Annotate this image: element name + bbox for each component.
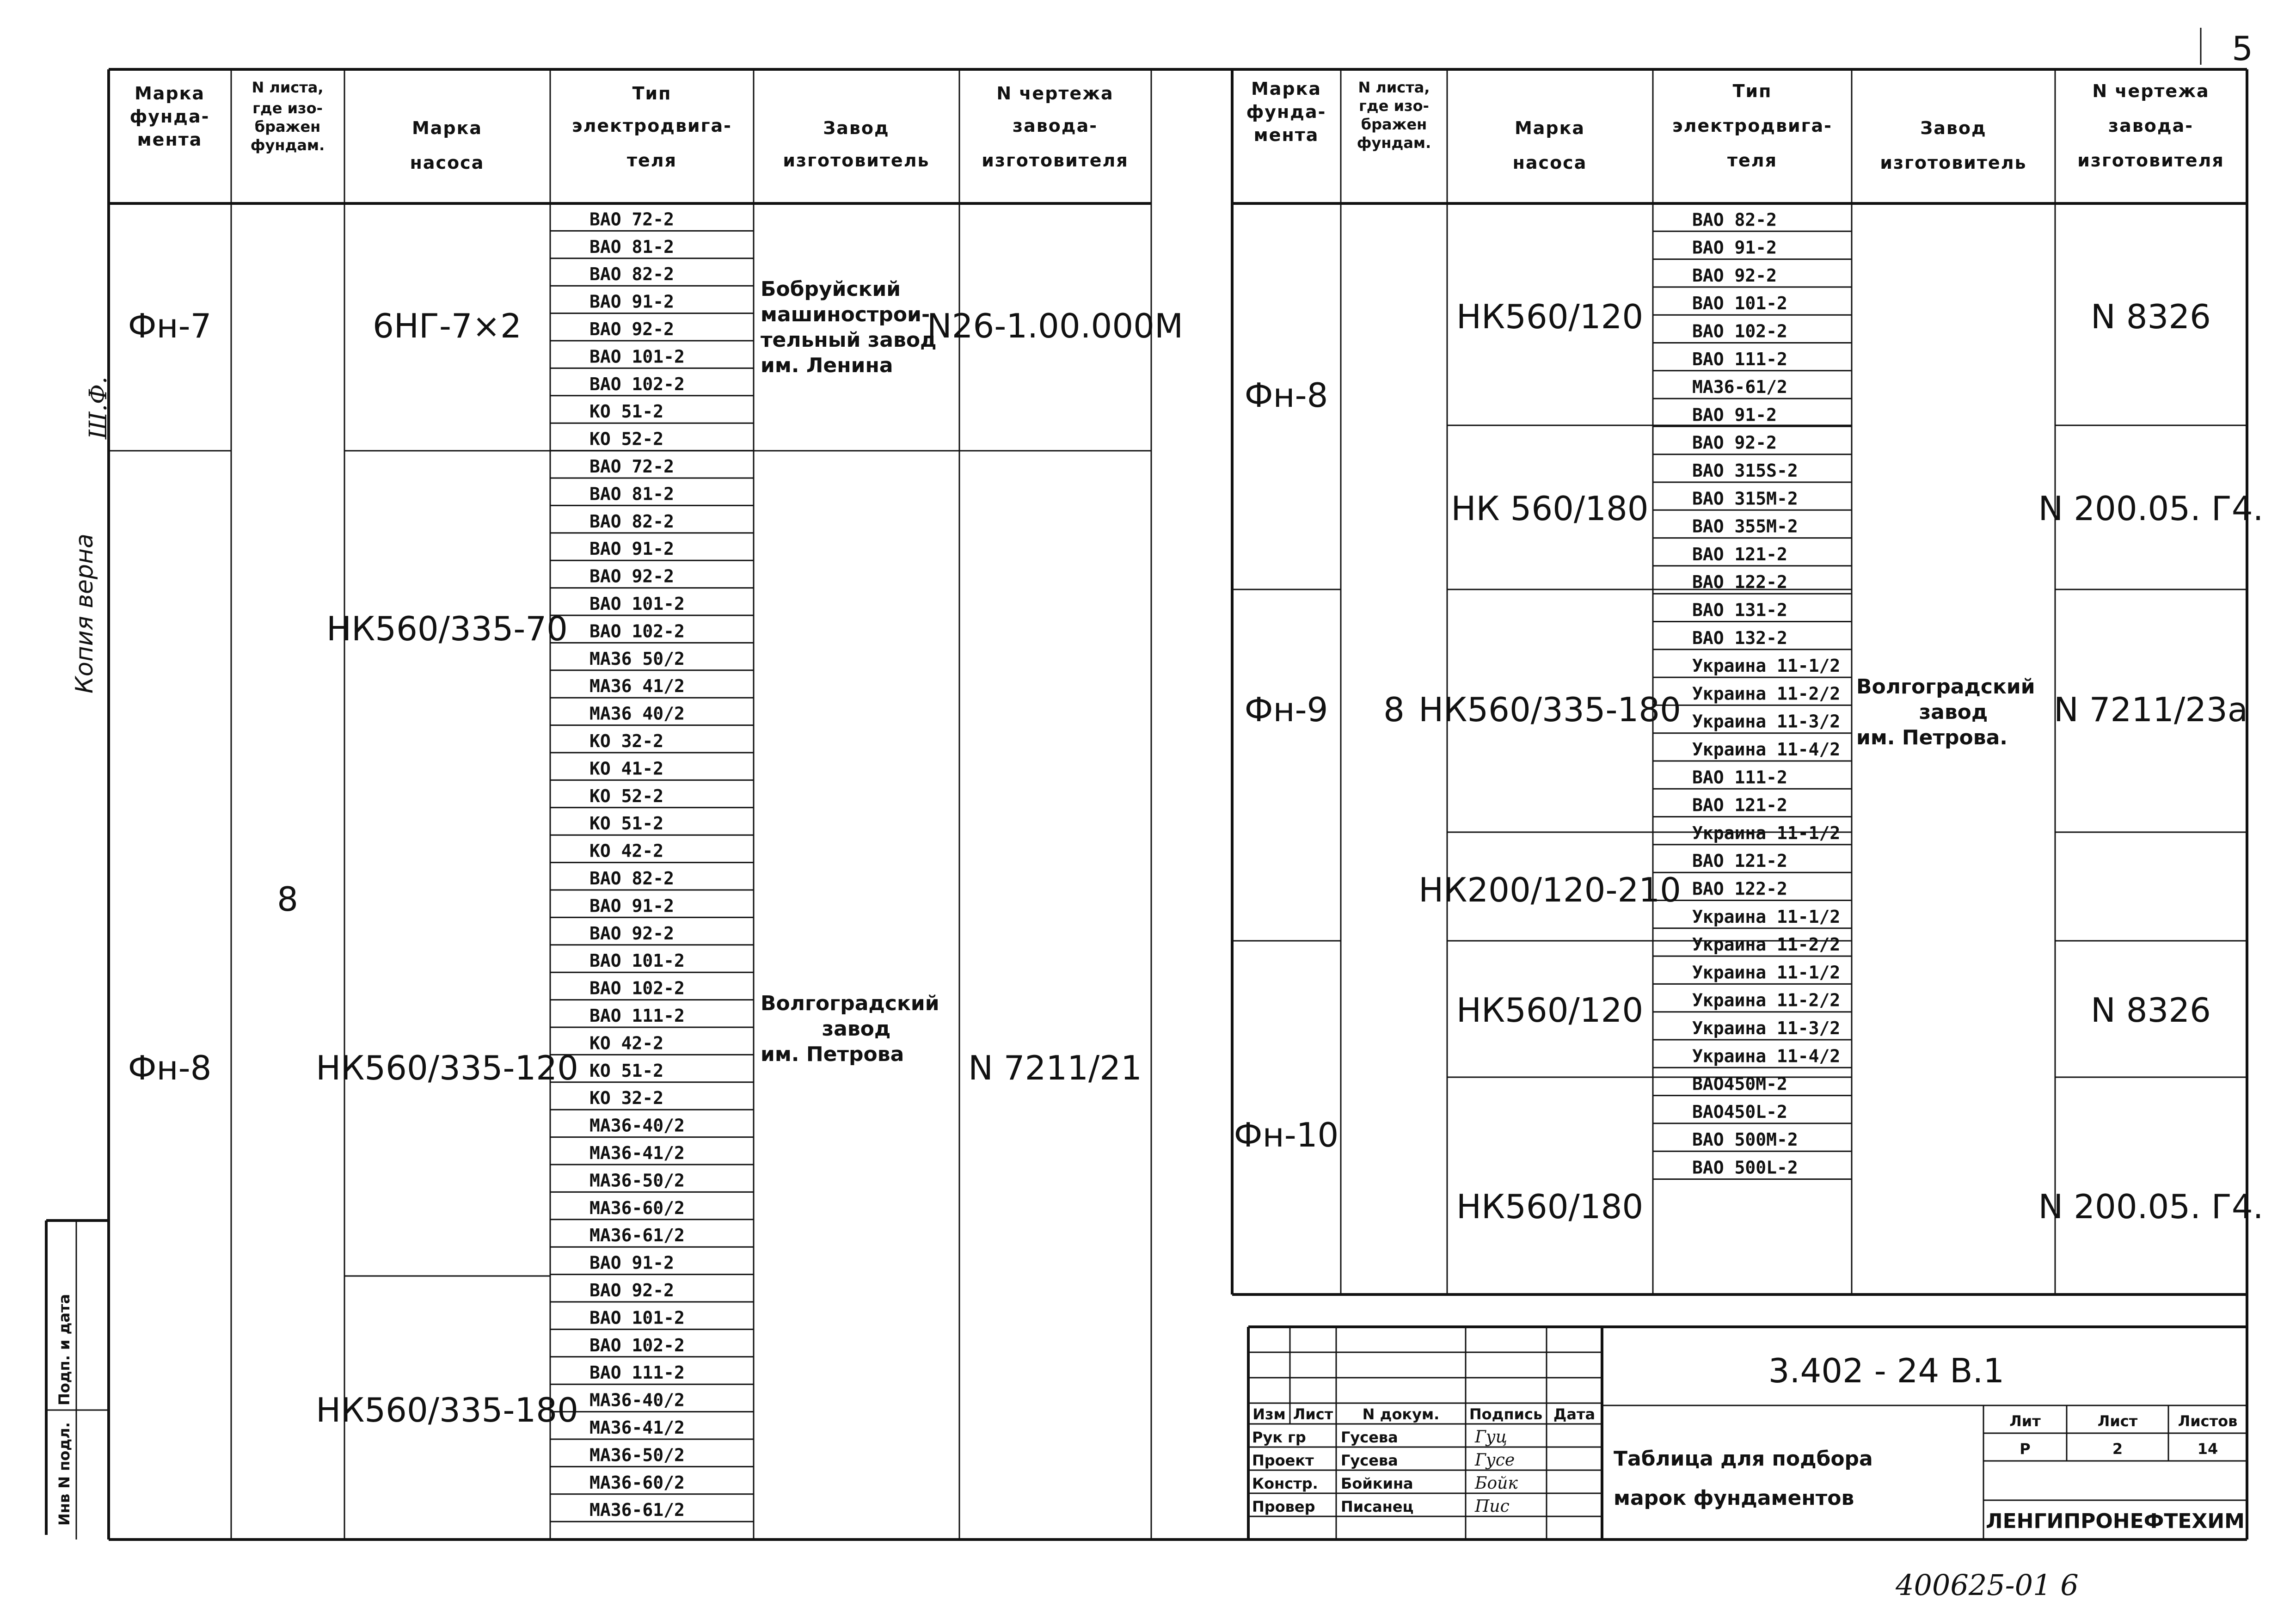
- r-hdr-pump-2: насоса: [1512, 153, 1587, 173]
- tb-name-3: Бойкина: [1341, 1475, 1413, 1492]
- r-hdr-mark-1: Марка: [1251, 79, 1322, 99]
- pump-nk560-335-180: НК560/335-180: [316, 1391, 578, 1429]
- foundation-fn8: Фн-8: [128, 1049, 212, 1087]
- right-motor-31: Украина 11-4/2: [1692, 1046, 1841, 1067]
- drawing-n7211-21: N 7211/21: [968, 1049, 1142, 1087]
- tb-signature-4: Пис: [1475, 1497, 1510, 1516]
- left-motor-17: МА36 50/2: [589, 648, 685, 669]
- r-drawing-2: N 200.05. Г4.: [2038, 489, 2264, 528]
- left-motor-47: МА36-60/2: [589, 1472, 685, 1493]
- plant2-l1: Волгоградский: [761, 992, 939, 1015]
- left-motor-46: МА36-50/2: [589, 1445, 685, 1466]
- left-motor-12: ВАО 82-2: [589, 511, 675, 532]
- right-motor-34: ВАО 500М-2: [1692, 1129, 1798, 1150]
- side-signature: Ш.Ф.: [85, 376, 112, 439]
- left-motor-15: ВАО 101-2: [589, 594, 685, 614]
- r-hdr-sheet-2: где изо-: [1359, 97, 1429, 115]
- tb-sheets: 14: [2197, 1440, 2218, 1458]
- right-motor-21: ВАО 111-2: [1692, 767, 1787, 788]
- r-hdr-motor-1: Тип: [1732, 81, 1772, 101]
- hdr-plant-2: изготовитель: [783, 150, 930, 171]
- tb-stage: Р: [2020, 1440, 2031, 1458]
- left-table: [109, 69, 2247, 1540]
- left-motor-2: ВАО 81-2: [589, 236, 675, 257]
- r-hdr-motor-2: электродвига-: [1672, 116, 1832, 136]
- tb-role-2: Проект: [1252, 1452, 1314, 1469]
- left-motor-45: МА36-41/2: [589, 1417, 685, 1438]
- hdr-motor-3: теля: [626, 150, 677, 171]
- r-plant-l1: Волгоградский: [1856, 675, 2035, 699]
- left-motor-33: КО 32-2: [589, 1088, 664, 1109]
- left-motor-3: ВАО 82-2: [589, 264, 675, 285]
- hdr-pump-1: Марка: [411, 118, 483, 138]
- plant2-l3: им. Петрова: [761, 1043, 904, 1066]
- tb-signature-3: Бойк: [1475, 1474, 1518, 1493]
- left-motor-36: МА36-50/2: [589, 1170, 685, 1191]
- left-motor-34: МА36-40/2: [589, 1115, 685, 1136]
- hdr-sheet-3: бражен: [254, 118, 321, 135]
- hdr-mark-3: мента: [137, 129, 203, 150]
- right-motor-18: Украина 11-2/2: [1692, 683, 1841, 704]
- right-motor-4: ВАО 101-2: [1692, 293, 1787, 314]
- r-hdr-sheet-1: N листа,: [1358, 79, 1430, 96]
- right-table: [1232, 69, 2264, 1540]
- right-motor-22: ВАО 121-2: [1692, 795, 1787, 816]
- right-motor-10: ВАО 315S-2: [1692, 460, 1798, 481]
- r-hdr-sheet-3: бражен: [1361, 116, 1427, 133]
- r-hdr-drawing-3: изготовителя: [2077, 150, 2224, 171]
- document-code: 3.402 - 24 В.1: [1768, 1351, 2005, 1390]
- left-motor-31: КО 42-2: [589, 1033, 664, 1054]
- inventory-label: Инв N подл.: [55, 1422, 73, 1526]
- left-motor-16: ВАО 102-2: [589, 621, 685, 642]
- left-motor-4: ВАО 91-2: [589, 291, 675, 312]
- r-hdr-plant-1: Завод: [1920, 118, 1987, 138]
- pump-6ng: 6НГ-7×2: [373, 307, 522, 345]
- left-motor-40: ВАО 92-2: [589, 1280, 675, 1300]
- doc-title-line1: Таблица для подбора: [1614, 1447, 1873, 1471]
- tb-signature-1: Гуц: [1475, 1428, 1507, 1447]
- left-motor-32: КО 51-2: [589, 1060, 664, 1081]
- tb-name-4: Писанец: [1341, 1498, 1414, 1515]
- hdr-drawing-2: завода-: [1013, 116, 1098, 136]
- page-number: 5: [2232, 29, 2253, 68]
- drawing-n26: N26-1.00.000М: [927, 307, 1184, 345]
- hdr-pump-2: насоса: [410, 153, 485, 173]
- right-motor-2: ВАО 91-2: [1692, 237, 1777, 258]
- r-hdr-mark-2: фунда-: [1246, 102, 1326, 122]
- right-motor-5: ВАО 102-2: [1692, 321, 1787, 342]
- right-motor-7: МА36-61/2: [1692, 377, 1787, 398]
- left-motor-29: ВАО 102-2: [589, 978, 685, 999]
- left-motor-37: МА36-60/2: [589, 1197, 685, 1218]
- left-motor-11: ВАО 81-2: [589, 484, 675, 504]
- r-hdr-motor-3: теля: [1727, 150, 1778, 171]
- tb-sheets-label: Листов: [2178, 1412, 2238, 1430]
- side-note: Копия верна: [71, 534, 98, 693]
- r-pump-2: НК 560/180: [1451, 489, 1649, 528]
- footer-code: 400625-01 6: [1896, 1568, 2079, 1602]
- hdr-drawing-3: изготовителя: [982, 150, 1129, 171]
- hdr-sheet-1: N листа,: [252, 79, 324, 96]
- organization: ЛЕНГИПРОНЕФТЕХИМ: [1986, 1509, 2245, 1533]
- left-motor-6: ВАО 101-2: [589, 346, 685, 367]
- tb-role-3: Констр.: [1252, 1475, 1318, 1492]
- tb-sheet-label: Лист: [2097, 1412, 2138, 1430]
- hdr-plant-1: Завод: [823, 118, 890, 138]
- right-motor-35: ВАО 500L-2: [1692, 1157, 1798, 1178]
- right-motor-26: Украина 11-1/2: [1692, 906, 1841, 927]
- r-drawing-6: N 200.05. Г4.: [2038, 1187, 2264, 1226]
- right-sheet-number: 8: [1383, 690, 1405, 729]
- r-foundation-fn10: Фн-10: [1234, 1116, 1339, 1154]
- right-motor-1: ВАО 82-2: [1692, 209, 1777, 230]
- plant1-l2: машинострои-: [761, 303, 930, 326]
- right-motor-16: ВАО 132-2: [1692, 627, 1787, 648]
- right-motor-24: ВАО 121-2: [1692, 851, 1787, 871]
- tb-hdr-date: Дата: [1553, 1405, 1596, 1423]
- right-motor-8: ВАО 91-2: [1692, 405, 1777, 425]
- left-stamp: [46, 1221, 109, 1540]
- r-drawing-5: N 8326: [2091, 991, 2211, 1030]
- r-pump-4: НК200/120-210: [1418, 871, 1681, 909]
- left-motor-9: КО 52-2: [589, 429, 664, 449]
- tb-name-1: Гусева: [1341, 1429, 1398, 1446]
- left-motor-26: ВАО 91-2: [589, 896, 675, 916]
- r-foundation-fn8: Фн-8: [1244, 376, 1328, 415]
- right-motor-6: ВАО 111-2: [1692, 349, 1787, 369]
- sign-date-label: Подп. и дата: [55, 1294, 73, 1405]
- r-hdr-mark-3: мента: [1253, 125, 1319, 145]
- left-motor-42: ВАО 102-2: [589, 1335, 685, 1356]
- r-pump-6: НК560/180: [1456, 1187, 1644, 1226]
- plant1-l1: Бобруйский: [761, 277, 901, 301]
- r-pump-5: НК560/120: [1456, 991, 1644, 1030]
- right-motor-17: Украина 11-1/2: [1692, 656, 1841, 676]
- left-motor-22: КО 52-2: [589, 785, 664, 806]
- left-motor-44: МА36-40/2: [589, 1390, 685, 1411]
- r-hdr-sheet-4: фундам.: [1357, 134, 1431, 152]
- left-motor-41: ВАО 101-2: [589, 1307, 685, 1328]
- left-motor-19: МА36 40/2: [589, 703, 685, 724]
- r-hdr-plant-2: изготовитель: [1880, 153, 2027, 173]
- hdr-mark-1: Марка: [134, 83, 205, 104]
- left-motor-10: ВАО 72-2: [589, 456, 675, 477]
- left-motor-39: ВАО 91-2: [589, 1252, 675, 1273]
- right-motor-29: Украина 11-2/2: [1692, 990, 1841, 1011]
- r-drawing-1: N 8326: [2091, 297, 2211, 336]
- right-motor-12: ВАО 355М-2: [1692, 516, 1798, 537]
- tb-stage-label: Лит: [2009, 1412, 2041, 1430]
- right-motor-9: ВАО 92-2: [1692, 432, 1777, 453]
- left-motor-1: ВАО 72-2: [589, 209, 675, 230]
- tb-name-2: Гусева: [1341, 1452, 1398, 1469]
- right-motor-28: Украина 11-1/2: [1692, 962, 1841, 983]
- left-motor-23: КО 51-2: [589, 813, 664, 834]
- hdr-mark-2: фунда-: [129, 106, 210, 127]
- left-motor-18: МА36 41/2: [589, 676, 685, 697]
- tb-sheet: 2: [2112, 1440, 2123, 1458]
- right-motor-25: ВАО 122-2: [1692, 878, 1787, 899]
- right-motor-23: Украина 11-1/2: [1692, 822, 1841, 843]
- left-motor-27: ВАО 92-2: [589, 923, 675, 944]
- doc-title-line2: марок фундаментов: [1614, 1486, 1854, 1510]
- left-motor-38: МА36-61/2: [589, 1225, 685, 1246]
- r-pump-1: НК560/120: [1456, 297, 1644, 336]
- hdr-sheet-4: фундам.: [250, 136, 325, 154]
- left-motor-48: МА36-61/2: [589, 1500, 685, 1521]
- r-hdr-drawing-1: N чертежа: [2092, 81, 2210, 101]
- right-motor-14: ВАО 122-2: [1692, 572, 1787, 593]
- r-hdr-pump-1: Марка: [1514, 118, 1585, 138]
- plant1-l3: тельный завод: [761, 328, 937, 352]
- right-motor-20: Украина 11-4/2: [1692, 739, 1841, 760]
- r-plant-l2: завод: [1919, 700, 1988, 724]
- left-motor-21: КО 41-2: [589, 758, 664, 779]
- pump-nk560-335-70: НК560/335-70: [326, 609, 568, 648]
- right-motor-33: ВАО450L-2: [1692, 1101, 1787, 1122]
- right-motor-27: Украина 11-2/2: [1692, 934, 1841, 955]
- tb-role-1: Рук гр: [1252, 1429, 1306, 1446]
- plant2-l2: завод: [822, 1017, 891, 1041]
- left-motor-5: ВАО 92-2: [589, 319, 675, 339]
- left-motor-20: КО 32-2: [589, 731, 664, 751]
- plant1-l4: им. Ленина: [761, 354, 893, 377]
- pump-nk560-335-120: НК560/335-120: [316, 1049, 578, 1087]
- right-motor-11: ВАО 315М-2: [1692, 488, 1798, 509]
- r-foundation-fn9: Фн-9: [1244, 690, 1328, 729]
- right-motor-13: ВАО 121-2: [1692, 544, 1787, 564]
- left-motor-8: КО 51-2: [589, 401, 664, 422]
- left-motor-30: ВАО 111-2: [589, 1006, 685, 1026]
- right-motor-15: ВАО 131-2: [1692, 600, 1787, 620]
- right-motor-3: ВАО 92-2: [1692, 265, 1777, 286]
- left-motor-28: ВАО 101-2: [589, 951, 685, 971]
- left-motor-25: ВАО 82-2: [589, 868, 675, 889]
- title-block: [1248, 1327, 2247, 1540]
- left-motor-7: ВАО 102-2: [589, 374, 685, 394]
- hdr-motor-1: Тип: [632, 83, 672, 104]
- r-pump-3: НК560/335-180: [1418, 690, 1681, 729]
- left-motor-43: ВАО 111-2: [589, 1362, 685, 1383]
- tb-hdr-list: Лист: [1293, 1405, 1333, 1423]
- hdr-sheet-2: где изо-: [252, 99, 323, 117]
- hdr-motor-2: электродвига-: [572, 116, 732, 136]
- tb-role-4: Провер: [1252, 1498, 1315, 1515]
- r-plant-l3: им. Петрова.: [1856, 726, 2007, 749]
- r-drawing-3: N 7211/23а: [2054, 690, 2248, 729]
- right-motor-19: Украина 11-3/2: [1692, 711, 1841, 732]
- r-hdr-drawing-2: завода-: [2108, 116, 2193, 136]
- tb-hdr-sign: Подпись: [1469, 1405, 1543, 1423]
- right-motor-32: ВАО450М-2: [1692, 1073, 1787, 1094]
- left-motor-24: КО 42-2: [589, 840, 664, 861]
- tb-hdr-doc: N докум.: [1362, 1405, 1440, 1423]
- left-motor-14: ВАО 92-2: [589, 566, 675, 587]
- tb-signature-2: Гусе: [1475, 1451, 1515, 1470]
- tb-hdr-izm: Изм: [1252, 1405, 1286, 1423]
- left-motor-13: ВАО 91-2: [589, 539, 675, 559]
- right-motor-30: Украина 11-3/2: [1692, 1018, 1841, 1038]
- left-motor-35: МА36-41/2: [589, 1143, 685, 1163]
- left-sheet-number: 8: [277, 880, 298, 919]
- foundation-fn7: Фн-7: [128, 307, 212, 345]
- hdr-drawing-1: N чертежа: [996, 83, 1114, 104]
